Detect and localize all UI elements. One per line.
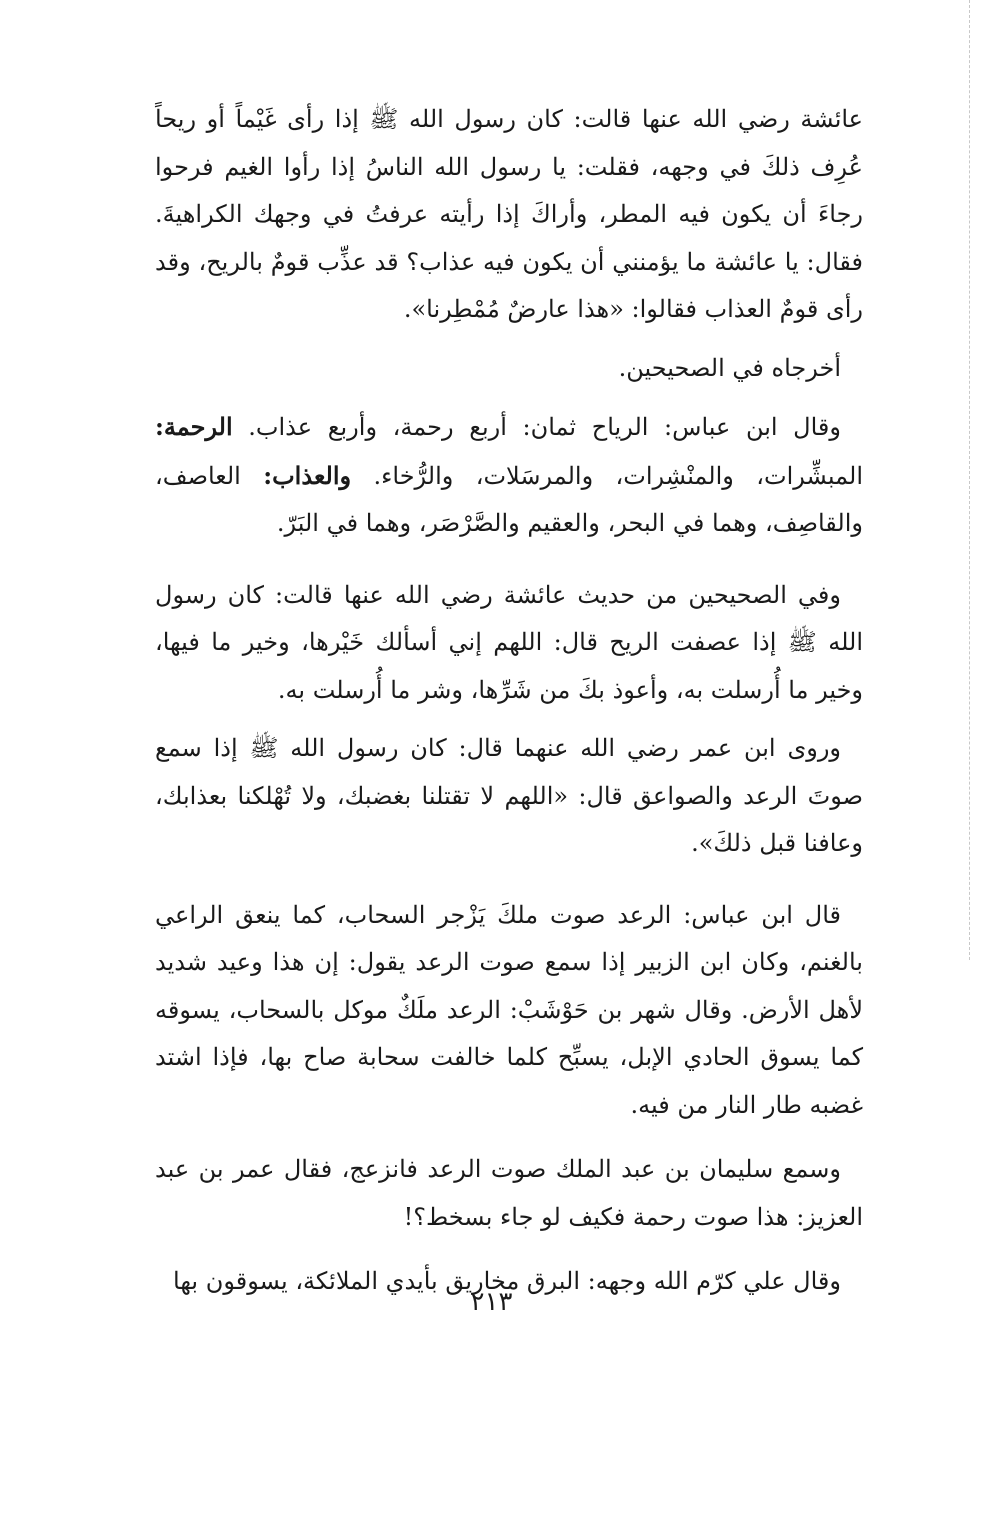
page-number: ٢١٣ [470,1287,513,1317]
paragraph-text: وسمع سليمان بن عبد الملك صوت الرعد فانزعج، فقال عمر بن عبد العزيز: هذا صوت رحمة فكيف لو جاء بسخط؟! [155,1155,863,1231]
paragraph-text: العاصف، والقاصِف، وهما في البحر، والعقيم والصَّرْصَر، وهما في البَرّ. [155,461,863,537]
paragraph-text: وروى ابن عمر رضي الله عنهما قال: كان رسول الله ﷺ إذا سمع صوتَ الرعد والصواعق قال: «اللهم لا تقتلنا بغضبك، ولا تُهْلكنا بعذابك، وعافنا قبل ذلكَ». [155,734,863,857]
page-edge-line [969,0,970,960]
paragraph-text: أخرجاه في الصحيحين. [618,353,841,382]
paragraph-text: وفي الصحيحين من حديث عائشة رضي الله عنها قالت: كان رسول الله ﷺ إذا عصفت الريح قال: اللهم إني أسألك خَيْرها، وخير ما فيها، وخير ما أُرسلت به، وأعوذ بكَ من شَرِّها، وشر ما أُرسلت به. [155,580,863,704]
bold-term-punishment: والعذاب: [263,460,352,490]
paragraph-source [155,345,863,393]
paragraph-text: وقال علي كرّم الله وجهه: البرق مخاريق بأيدي الملائكة، يسوقون بها [173,1267,841,1295]
paragraph-text: وقال ابن عباس: الرياح ثمان: أربع رحمة، وأربع عذاب. [232,413,841,441]
paragraph-text: المبشِّرات، والمنْشِرات، والمرسَلات، والرُّخاء. [351,461,864,490]
paragraph-aisha-clouds [155,96,863,334]
body-text [155,96,863,1306]
bold-term-mercy: الرحمة: [155,412,233,441]
paragraph-sulayman [155,1146,863,1241]
paragraph-wind-supplication [155,572,863,715]
paragraph-ibn-abbas-winds [155,403,863,548]
paragraph-thunder-angel [155,892,863,1130]
paragraph-thunder-supplication [155,725,863,868]
paragraph-text: عائشة رضي الله عنها قالت: كان رسول الله ﷺ إذا رأى غَيْماً أو ريحاً عُرِف ذلكَ في وجهه، فقلت: يا رسول الله الناسُ إذا رأوا الغيم فرحوا رجاءَ أن يكون فيه المطر، وأراكَ إذا رأيته عرفتُ في وجهك الكراهيةَ. فقال: يا عائشة ما يؤمنني أن يكون فيه عذاب؟ قد عذِّب قومٌ بالريح، وقد رأى قومٌ العذاب فقالوا: «هذا عارضٌ مُمْطِرنا». [155,105,863,323]
paragraph-text: قال ابن عباس: الرعد صوت ملكَ يَزْجر السحاب، كما ينعق الراعي بالغنم، وكان ابن الزبير إذا سمع صوت الرعد يقول: إن هذا وعيد شديد لأهل الأرض. وقال شهر بن حَوْشَبْ: الرعد ملَكٌ موكل بالسحاب، يسوقه كما يسوق الحادي الإبل، يسبِّح كلما خالفت سحابة صاح بها، فإذا اشتد غضبه طار النار من فيه. [155,900,863,1119]
